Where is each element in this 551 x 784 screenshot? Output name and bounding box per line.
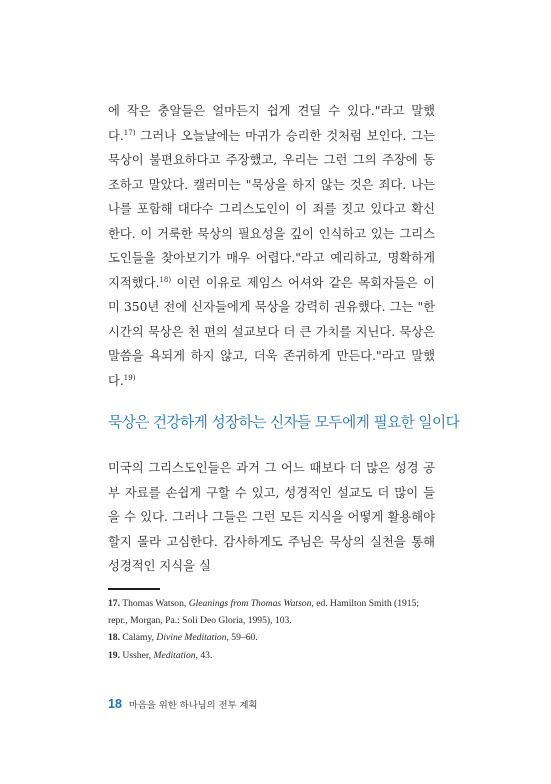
footnote-book-title: Gleanings from Thomas Watson [188, 598, 312, 609]
footnote-reference-18[interactable]: 18) [159, 275, 172, 284]
footnote-list [108, 596, 435, 665]
footnote-17 [108, 596, 435, 629]
page-footer [108, 693, 257, 712]
footnote-number: 17. [108, 598, 120, 609]
running-book-title: 마음을 위한 하나님의 전투 계획 [128, 700, 258, 711]
footnote-number: 18. [108, 632, 120, 643]
body-paragraph-2: 미국의 그리스도인들은 과거 그 어느 때보다 더 많은 성경 공부 자료를 손쉽게 구할 수 있고, 성경적인 설교도 더 많이 들을 수 있다. 그러나 그들은 그런 모든 지식을 어떻게 활용해야 할지 몰라 고심한다. 감사하게도 주님은 묵상의 실천을 통해 성경적인 지식을 실 [108, 461, 435, 573]
footnote-book-title: Divine Meditation [156, 632, 227, 643]
footnote-divider [108, 588, 160, 590]
paragraph-1-text-c: 이런 이유로 제임스 어셔와 같은 목회자들은 이미 350년 전에 신자들에게 묵상을 강력히 권유했다. 그는 "한 시간의 묵상은 천 편의 설교보다 더 큰 가치를 지닌다. 묵상은 말씀을 욕되게 하지 않고, 더욱 존귀하게 만든다."라고 말했다. [108, 275, 435, 388]
footnote-book-title: Meditation [153, 649, 196, 661]
footnote-19 [108, 648, 435, 665]
page-number: 18 [108, 697, 122, 711]
body-paragraph-1 [108, 99, 435, 393]
paragraph-1-text-a: 에 작은 충알들은 얼마든지 쉽게 견딜 수 있다."라고 말했다. [108, 104, 435, 143]
paragraph-1-text-b: 그러나 오늘날에는 마귀가 승리한 것처럼 보인다. 그는 묵상이 불편요하다고 주장했고, 우리는 그런 그의 주장에 동조하고 말았다. 캘러미는 "묵상을 하지 않는 것은 죄다. 나는 나를 포함해 대다수 그리스도인이 이 죄를 짓고 있다고 확신한다. 이 거룩한 묵상의 필요성을 깊이 인식하고 있는 그리스도인들을 찾아보기가 매우 어렵다."라고 예리하고, 명확하게 지적했다. [108, 128, 435, 290]
footnote-reference-19[interactable]: 19) [123, 373, 136, 382]
footnote-text: Thomas Watson, [120, 598, 189, 609]
footnote-text: , 43. [195, 649, 213, 661]
footnote-text: Calamy, [120, 632, 157, 643]
footnote-text: , 59–60. [226, 632, 258, 643]
footnote-number: 19. [108, 649, 120, 661]
footnote-18 [108, 630, 435, 647]
footnote-text: Ussher, [120, 649, 154, 661]
footnote-text: , ed. Hamilton Smith (1915; repr., Morgan, Pa.: Soli Deo Gloria, 1995), 103. [108, 598, 420, 626]
section-heading: 묵상은 건강하게 성장하는 신자들 모두에게 필요한 일이다 [108, 414, 460, 431]
footnote-reference-17[interactable]: 17) [123, 128, 136, 137]
